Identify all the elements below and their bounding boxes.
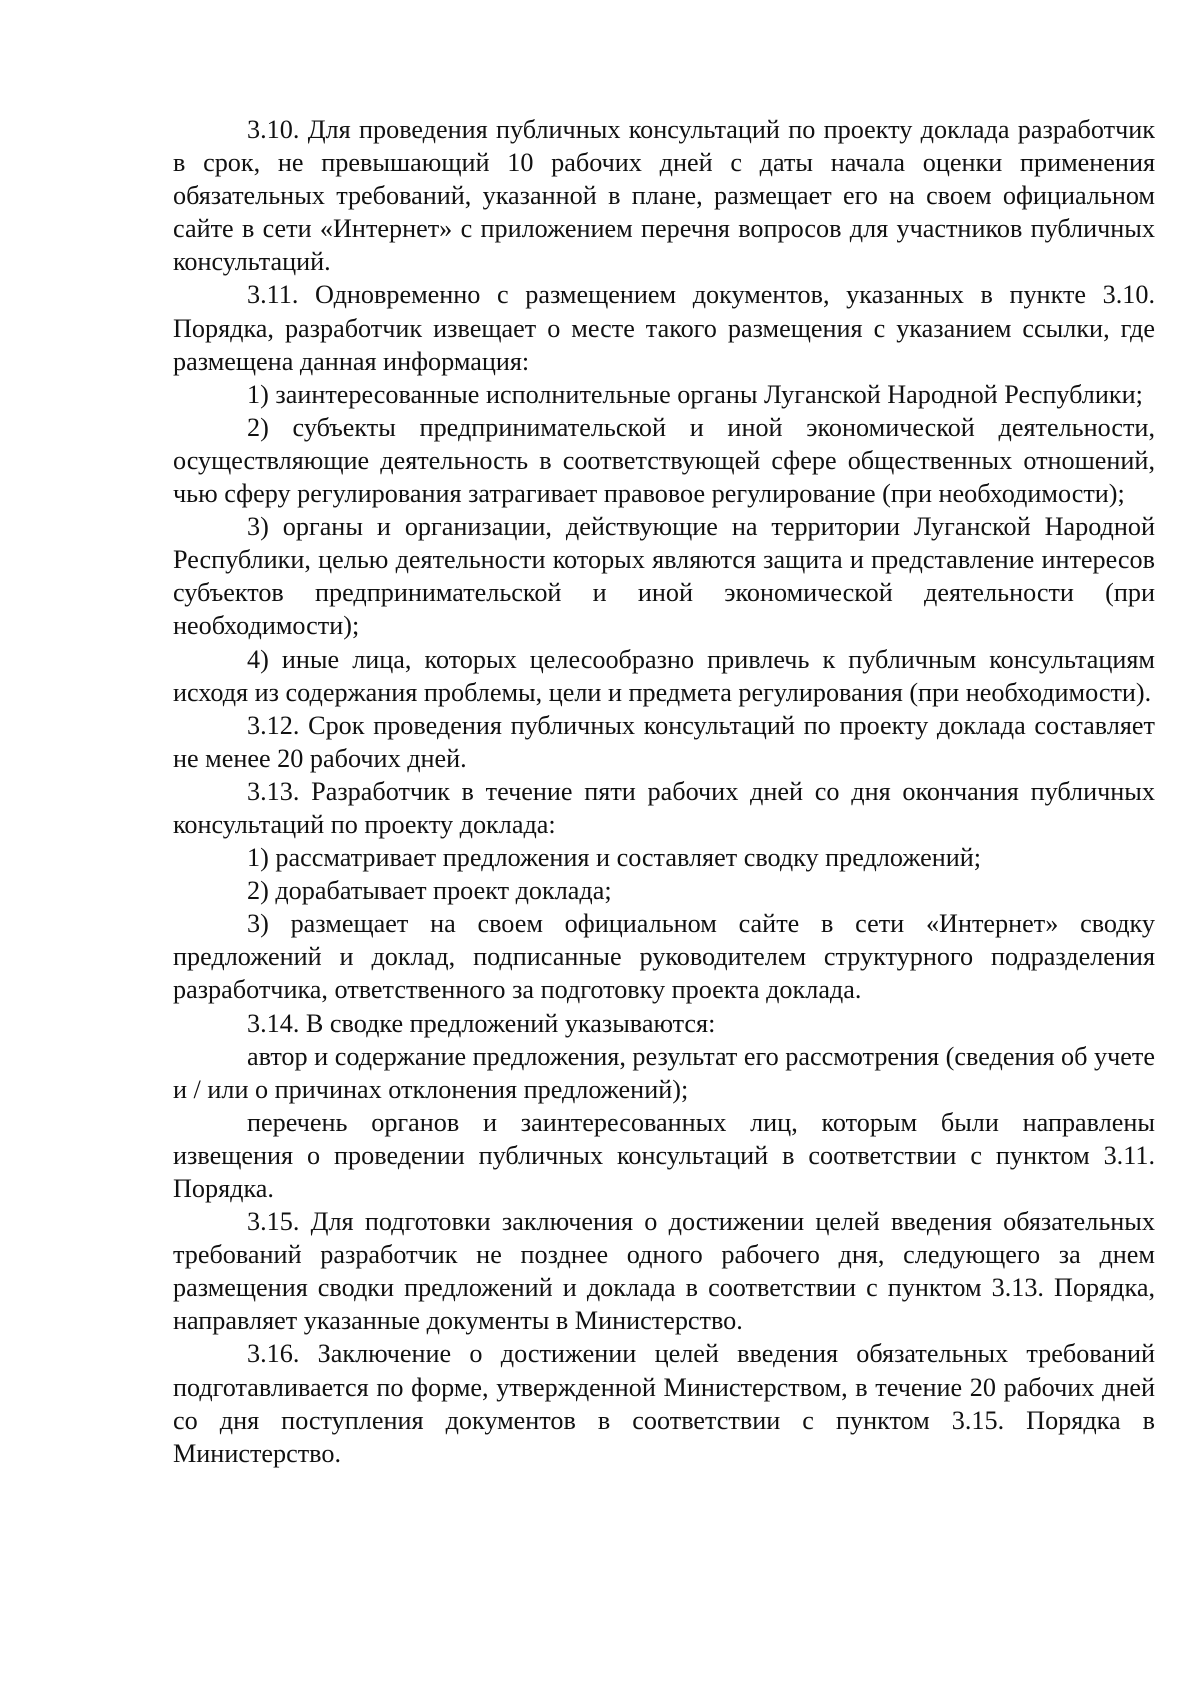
paragraph-3-12: 3.12. Срок проведения публичных консультаций по проекту доклада составляет не менее 20 рабочих дней. xyxy=(173,710,1155,773)
list-item-3-13-3: 3) размещает на своем официальном сайте в сети «Интернет» сводку предложений и доклад, подписанные руководителем структурного подразделения разработчика, ответственного за подготовку проекта доклада. xyxy=(173,909,1155,1005)
paragraph-3-11: 3.11. Одновременно с размещением документов, указанных в пункте 3.10. Порядка, разработчик извещает о месте такого размещения с указанием ссылки, где размещена данная информация: xyxy=(173,280,1155,376)
list-item-3-13-2: 2) дорабатывает проект доклада; xyxy=(247,876,612,906)
document-page xyxy=(173,113,1155,1470)
list-item-3-11-3: 3) органы и организации, действующие на территории Луганской Народной Республики, целью деятельности которых являются защита и представление интересов субъектов предпринимательской и иной экономической деятельности (при необходимости); xyxy=(173,512,1155,641)
paragraph-3-10: 3.10. Для проведения публичных консультаций по проекту доклада разработчик в срок, не превышающий 10 рабочих дней с даты начала оценки применения обязательных требований, указанной в плане, размещает его на своем официальном сайте в сети «Интернет» с приложением перечня вопросов для участников публичных консультаций. xyxy=(173,115,1155,277)
paragraph-3-14-item-b: перечень органов и заинтересованных лиц, которым были направлены извещения о проведении публичных консультаций в соответствии с пунктом 3.11. Порядка. xyxy=(173,1107,1155,1203)
paragraph-3-16: 3.16. Заключение о достижении целей введения обязательных требований подготавливается по форме, утвержденной Министерством, в течение 20 рабочих дней со дня поступления документов в соответствии с пунктом 3.15. Порядка в Министерство. xyxy=(173,1339,1155,1468)
paragraph-3-15: 3.15. Для подготовки заключения о достижении целей введения обязательных требований разработчик не позднее одного рабочего дня, следующего за днем размещения сводки предложений и доклада в соответствии с пунктом 3.13. Порядка, направляет указанные документы в Министерство. xyxy=(173,1207,1155,1336)
list-item-3-11-2: 2) субъекты предпринимательской и иной экономической деятельности, осуществляющие деятельность в соответствующей сфере общественных отношений, чью сферу регулирования затрагивает правовое регулирование (при необходимости); xyxy=(173,412,1155,509)
paragraph-3-13: 3.13. Разработчик в течение пяти рабочих дней со дня окончания публичных консультаций по проекту доклада: xyxy=(173,776,1155,839)
paragraph-3-14-item-a: автор и содержание предложения, результат его рассмотрения (сведения об учете и / или о причинах отклонения предложений); xyxy=(173,1041,1155,1104)
list-item-3-11-4: 4) иные лица, которых целесообразно привлечь к публичным консультациям исходя из содержания проблемы, цели и предмета регулирования (при необходимости). xyxy=(173,644,1155,707)
list-item-3-11-1: 1) заинтересованные исполнительные органы Луганской Народной Республики; xyxy=(247,379,1143,409)
paragraph-3-14: 3.14. В сводке предложений указываются: xyxy=(247,1008,716,1038)
list-item-3-13-1: 1) рассматривает предложения и составляет сводку предложений; xyxy=(247,843,982,873)
